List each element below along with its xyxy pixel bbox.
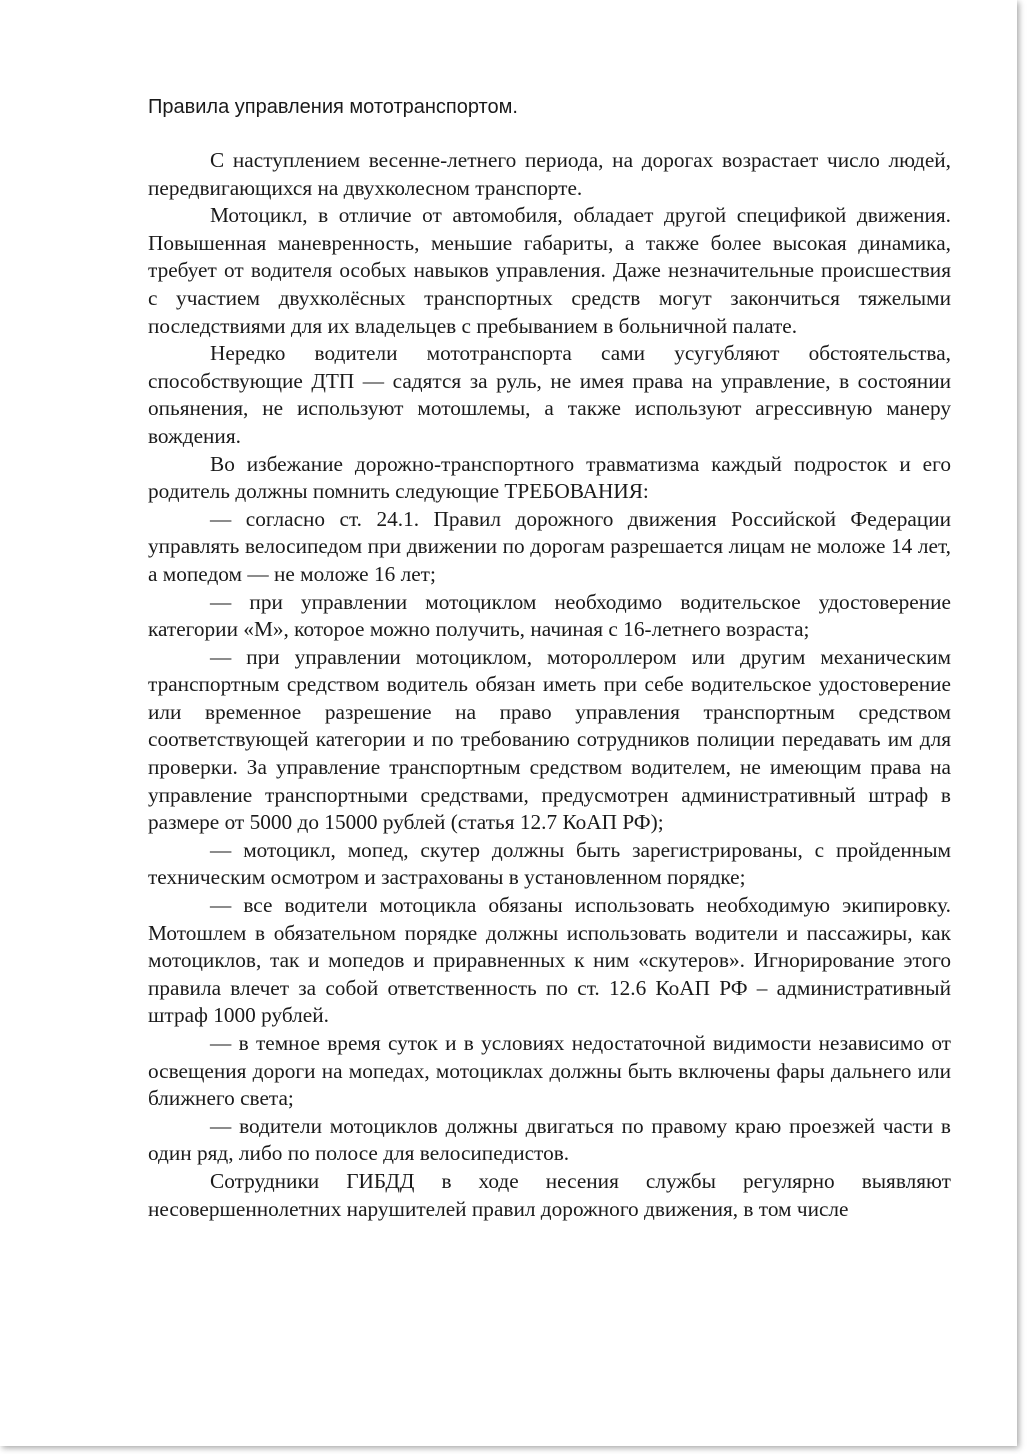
requirement-item-lane: — водители мотоциклов должны двигаться по правому краю проезжей части в один ряд, либо по полосе для велосипедистов. <box>148 1113 951 1166</box>
paragraph-intro: С наступлением весенне-летнего периода, на дорогах возрастает число людей, передвигающихся на двухколесном транспорте. <box>148 148 951 200</box>
requirement-item-headlights: — в темное время суток и в условиях недостаточной видимости независимо от освещения дороги на мопедах, мотоциклах должны быть включены фары дальнего или ближнего света; <box>148 1031 951 1111</box>
requirement-item-registration: — мотоцикл, мопед, скутер должны быть зарегистрированы, с пройденным техническим осмотром и застрахованы в установленном порядке; <box>148 837 951 890</box>
requirement-item-age: — согласно ст. 24.1. Правил дорожного движения Российской Федерации управлять велосипедом при движении по дорогам разрешается лицам не моложе 14 лет, а мопедом — не моложе 16 лет; <box>148 506 951 586</box>
requirement-item-documents: — при управлении мотоциклом, мотороллером или другим механическим транспортным средством водитель обязан иметь при себе водительское удостоверение или временное разрешение на право управления транспортным средством соответствующей категории и по требованию сотрудников полиции передавать им для проверки. За управление транспортным средством водителем, не имеющим права на управление транспортными средствами, предусмотрен административный штраф в размере от 5000 до 15000 рублей (статья 12.7 КоАП РФ); <box>148 644 951 835</box>
requirement-item-helmet: — все водители мотоцикла обязаны использовать необходимую экипировку. Мотошлем в обязательном порядке должны использовать водители и пассажиры, как мотоциклов, так и мопедов и приравненных к ним «скутеров». Игнорирование этого правила влечет за собой ответственность по ст. 12.6 КоАП РФ – административный штраф 1000 рублей. <box>148 893 951 1028</box>
paragraph-driver-violations: Нередко водители мототранспорта сами усугубляют обстоятельства, способствующие ДТП — садятся за руль, не имея права на управление, в состоянии опьянения, не используют мотошлемы, а также используют агрессивную манеру вождения. <box>148 341 951 448</box>
requirement-item-license-category: — при управлении мотоциклом необходимо водительское удостоверение категории «М», которое можно получить, начиная с 16-летнего возраста; <box>148 589 951 642</box>
paragraph-requirements-intro: Во избежание дорожно-транспортного травматизма каждый подросток и его родитель должны помнить следующие ТРЕБОВАНИЯ: <box>148 451 951 504</box>
document-title: Правила управления мототранспортом. <box>148 96 518 118</box>
paragraph-traffic-police: Сотрудники ГИБДД в ходе несения службы регулярно выявляют несовершеннолетних нарушителей правил дорожного движения, в том числе <box>148 1168 951 1221</box>
document-body <box>148 147 951 1223</box>
paragraph-motorcycle-specifics: Мотоцикл, в отличие от автомобиля, обладает другой спецификой движения. Повышенная маневренность, меньшие габариты, а также более высокая динамика, требует от водителя особых навыков управления. Даже незначительные происшествия с участием двухколёсных транспортных средств могут закончиться тяжелыми последствиями для их владельцев с пребыванием в больничной палате. <box>148 203 951 338</box>
